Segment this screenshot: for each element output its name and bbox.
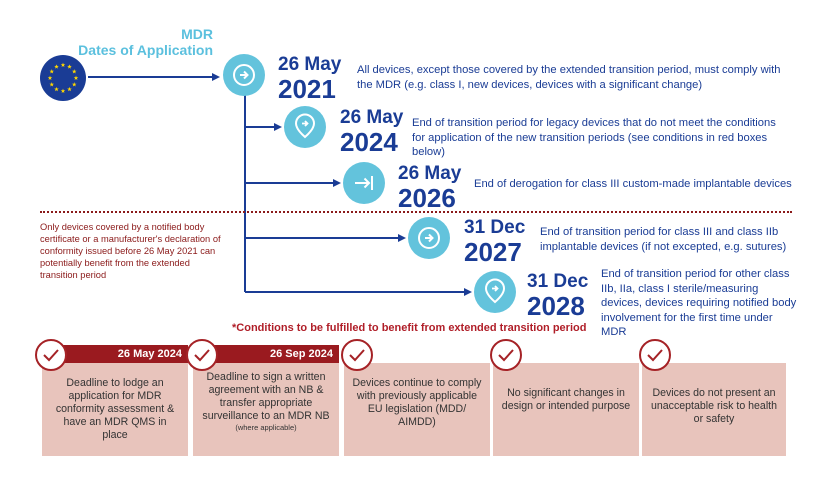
milestone-desc-2028: End of transition period for other class IIb, IIa, class I sterile/measuring devices, devices requiring notified body involvement for the first time under MDR (601, 268, 797, 338)
conditions-title: *Conditions to be fulfilled to benefit from extended transition period (232, 322, 587, 334)
milestone-desc-2026: End of derogation for class III custom-made implantable devices (474, 178, 792, 190)
arrow-right-circle-icon (408, 217, 450, 259)
condition-date-banner-1: 26 May 2024 (42, 345, 188, 363)
condition-box-5 (642, 363, 786, 456)
condition-text-2: Deadline to sign a written agreement with an NB & transfer appropriate surveillance to an MDR NB (202, 371, 330, 422)
condition-box-2 (193, 363, 339, 456)
milestone-date-2027: 31 Dec 2027 (464, 217, 526, 267)
milestone-date-2021: 26 May 2021 (278, 54, 342, 104)
checkmark-icon (186, 339, 218, 371)
arrow-right-circle-icon (223, 54, 265, 96)
checkmark-icon (35, 339, 67, 371)
milestone-desc-2024: End of transition period for legacy devices that do not meet the conditions for application of the new transition periods (see conditions in red boxes below) (412, 117, 776, 158)
dotted-separator (40, 211, 792, 213)
map-pin-arrow-icon (474, 271, 516, 313)
header-line2: Dates of Application (78, 42, 213, 58)
checkmark-icon (341, 339, 373, 371)
condition-text-4: No significant changes in design or intended purpose (501, 387, 631, 412)
condition-text-1: Deadline to lodge an application for MDR conformity assessment & have an MDR QMS in place (55, 377, 175, 441)
eligibility-note: Only devices covered by a notified body certificate or a manufacturer's declaration of conformity issued before 26 May 2021 can potentially benefit from the extended transition period (40, 222, 221, 280)
condition-date-banner-2: 26 Sep 2024 (193, 345, 339, 363)
header-line1: MDR (181, 26, 213, 42)
condition-small-2: (where applicable) (235, 423, 297, 432)
arrow-to-line-icon (343, 162, 385, 204)
map-pin-arrow-icon (284, 106, 326, 148)
condition-box-3 (344, 363, 490, 456)
checkmark-icon (490, 339, 522, 371)
milestone-desc-2021: All devices, except those covered by the extended transition period, must comply with the MDR (e.g. class I, new devices, devices with a significant change) (357, 64, 781, 91)
milestone-date-2026: 26 May 2026 (398, 163, 462, 213)
condition-text-5: Devices do not present an unacceptable risk to health or safety (650, 387, 778, 425)
condition-box-1 (42, 363, 188, 456)
checkmark-icon (639, 339, 671, 371)
milestone-desc-2027: End of transition period for class III and class IIb implantable devices (if not excepted, e.g. sutures) (540, 226, 787, 253)
milestone-date-2028: 31 Dec 2028 (527, 271, 589, 321)
milestone-date-2024: 26 May 2024 (340, 107, 404, 157)
condition-box-4 (493, 363, 639, 456)
condition-text-3: Devices continue to comply with previously applicable EU legislation (MDD/ AIMDD) (352, 377, 482, 428)
